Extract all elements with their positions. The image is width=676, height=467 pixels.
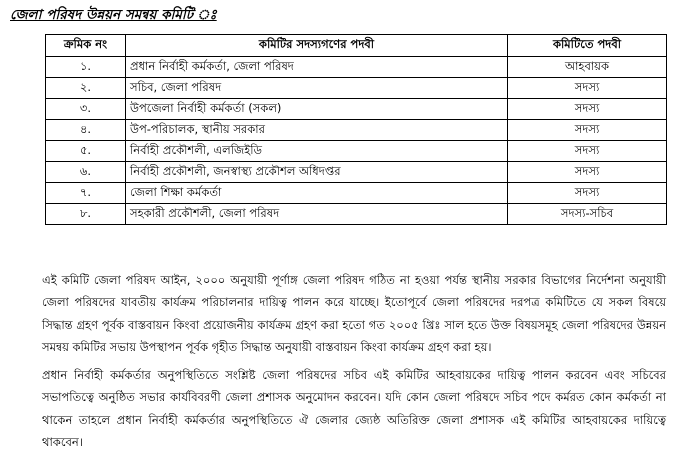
serial-cell: ৭.: [46, 183, 126, 204]
designation-column-header: কমিটির সদস্যগণের পদবী: [126, 35, 508, 57]
serial-cell: ৮.: [46, 204, 126, 225]
table-row: [46, 204, 667, 225]
table-row: [46, 120, 667, 141]
designation-cell: সচিব, জেলা পরিষদ: [126, 78, 508, 99]
table-header-row: [46, 35, 667, 57]
role-cell: সদস্য: [508, 141, 667, 162]
table-row: [46, 183, 667, 204]
section-heading: জেলা পরিষদ উন্নয়ন সমন্বয় কমিটি ঃ: [10, 7, 217, 23]
convener-absence-paragraph: প্রধান নির্বাহী কর্মকর্তার অনুপস্থিতিতে সংশ্লিষ্ট জেলা পরিষদের সচিব এই কমিটির আহবায়কের দায়িত্ব পালন করবেন এবং সচিবের সভাপতিত্বে অনুষ্ঠিত সভার কার্যবিবরণী জেলা প্রশাসক অনুমোদন করবেন। যদি কোন জেলা পরিষদে সচিব পদে কর্মরত কোন কর্মকর্তা না থাকেন তাহলে প্রধান নির্বাহী কর্মকর্তার অনুপস্থিতিতে ঐ জেলার জ্যেষ্ঠ অতিরিক্ত জেলা প্রশাসক এই কমিটির আহবায়কের দায়িত্বে থাকবেন।: [42, 367, 666, 449]
serial-cell: ১.: [46, 57, 126, 78]
serial-column-header: ক্রমিক নং: [46, 35, 126, 57]
role-cell: সদস্য: [508, 162, 667, 183]
designation-cell: উপজেলা নির্বাহী কর্মকর্তা (সকল): [126, 99, 508, 120]
designation-cell: নির্বাহী প্রকৌশলী, এলজিইডি: [126, 141, 508, 162]
table-row: [46, 141, 667, 162]
serial-cell: ২.: [46, 78, 126, 99]
table-row: [46, 78, 667, 99]
serial-cell: ৪.: [46, 120, 126, 141]
role-cell: আহবায়ক: [508, 57, 667, 78]
serial-cell: ৬.: [46, 162, 126, 183]
role-cell: সদস্য-সচিব: [508, 204, 667, 225]
table-row: [46, 57, 667, 78]
designation-cell: নির্বাহী প্রকৌশলী, জনস্বাস্থ্য প্রকৌশল অধিদপ্তর: [126, 162, 508, 183]
role-column-header: কমিটিতে পদবী: [508, 35, 667, 57]
designation-cell: উপ-পরিচালক, স্থানীয় সরকার: [126, 120, 508, 141]
table-row: [46, 162, 667, 183]
committee-table: [45, 34, 667, 225]
serial-cell: ৫.: [46, 141, 126, 162]
role-cell: সদস্য: [508, 78, 667, 99]
designation-cell: সহকারী প্রকৌশলী, জেলা পরিষদ: [126, 204, 508, 225]
role-cell: সদস্য: [508, 183, 667, 204]
role-cell: সদস্য: [508, 120, 667, 141]
committee-mandate-paragraph: এই কমিটি জেলা পরিষদ আইন, ২০০০ অনুযায়ী পূর্ণাঙ্গ জেলা পরিষদ গঠিত না হওয়া পর্যন্ত স্থানীয় সরকার বিভাগের নির্দেশনা অনুযায়ী জেলা পরিষদের যাবতীয় কার্যক্রম পরিচালনার দায়িত্ব পালন করে যাচ্ছে। ইতোপূর্বে জেলা পরিষদের দরপত্র কমিটিতে যে সকল বিষয়ে সিদ্ধান্ত গ্রহণ পূর্বক বাস্তবায়ন কিংবা প্রয়োজনীয় কার্যক্রম গ্রহণ করা হতো গত ২০০৫ খ্রিঃ সাল হতে উক্ত বিষয়সমূহ জেলা পরিষদের উন্নয়ন সমন্বয় কমিটির সভায় উপস্থাপন পূর্বক গৃহীত সিদ্ধান্ত অনুযায়ী বাস্তবায়ন কিংবা কার্যক্রম গ্রহণ করা হয়।: [42, 272, 666, 354]
designation-cell: প্রধান নির্বাহী কর্মকর্তা, জেলা পরিষদ: [126, 57, 508, 78]
serial-cell: ৩.: [46, 99, 126, 120]
table-row: [46, 99, 667, 120]
designation-cell: জেলা শিক্ষা কর্মকর্তা: [126, 183, 508, 204]
role-cell: সদস্য: [508, 99, 667, 120]
